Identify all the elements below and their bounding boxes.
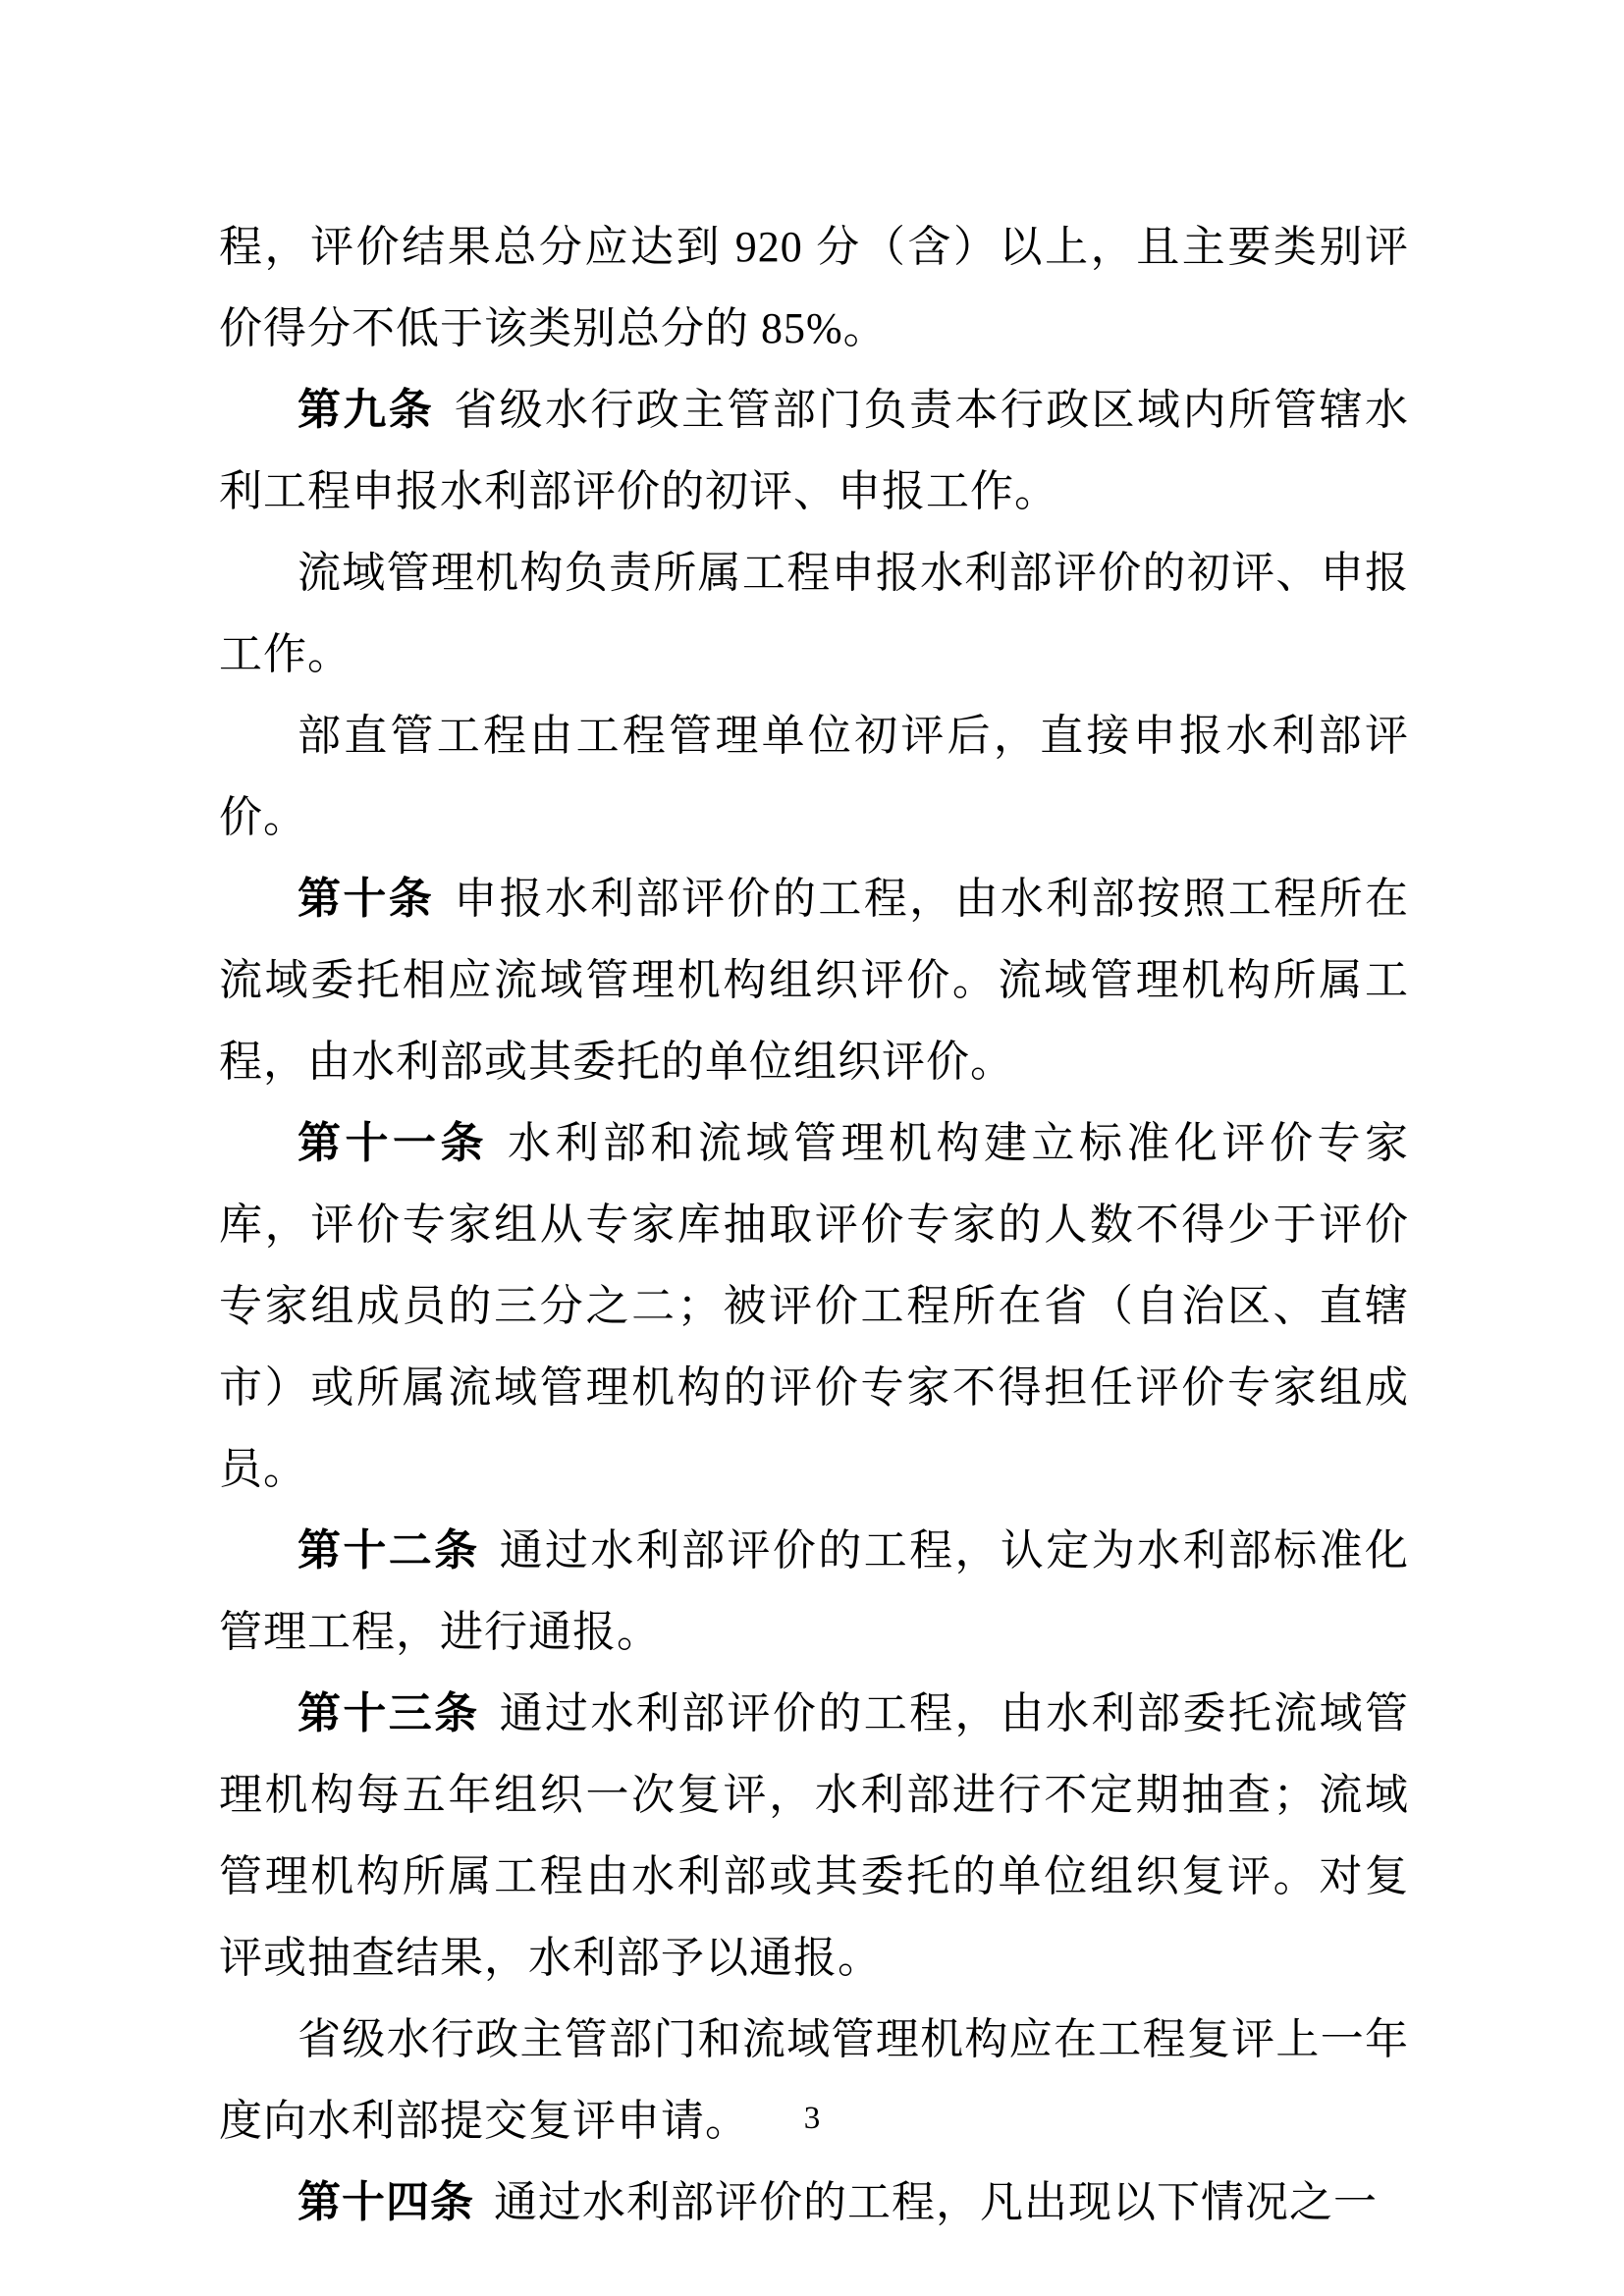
paragraph-text: 水利部和流域管理机构建立标准化评价专家库，评价专家组从专家库抽取评价专家的人数不得少于评价专家组成员的三分之二；被评价工程所在省（自治区、直辖市）或所属流域管理机构的评价专家不得担任评价专家组成员。 [219,1119,1409,1493]
article-11-term: 第十一条 [298,1119,488,1167]
paragraph-article-10 [219,858,1409,1102]
article-13-term: 第十三条 [298,1689,480,1737]
article-14-term: 第十四条 [298,2178,474,2226]
paragraph-text: 通过水利部评价的工程，凡出现以下情况之一 [494,2178,1378,2226]
paragraph-continuation [219,206,1409,369]
paragraph-text: 申报水利部评价的工程，由水利部按照工程所在流域委托相应流域管理机构组织评价。流域管理机构所属工程，由水利部或其委托的单位组织评价。 [219,875,1410,1086]
paragraph-ministry-direct-projects [219,695,1409,858]
paragraph-basin-agency-duty [219,532,1409,695]
paragraph-article-11 [219,1102,1409,1510]
paragraph-text: 省级水行政主管部门负责本行政区域内所管辖水利工程申报水利部评价的初评、申报工作。 [219,386,1410,515]
article-12-term: 第十二条 [298,1526,480,1575]
page-number: 3 [803,2101,821,2136]
paragraph-text: 部直管工程由工程管理单位初评后，直接申报水利部评价。 [219,712,1409,841]
paragraph-article-9 [219,369,1409,532]
article-10-term: 第十条 [298,875,435,923]
document-content [219,206,1409,2243]
article-9-term: 第九条 [298,386,435,434]
paragraph-article-13 [219,1673,1409,1999]
paragraph-text: 流域管理机构负责所属工程申报水利部评价的初评、申报工作。 [219,549,1409,678]
paragraph-text: 省级水行政主管部门和流域管理机构应在工程复评上一年度向水利部提交复评申请。 [219,2015,1409,2145]
paragraph-article-14 [219,2162,1409,2243]
paragraph-text: 通过水利部评价的工程，由水利部委托流域管理机构每五年组织一次复评，水利部进行不定期抽查；流域管理机构所属工程由水利部或其委托的单位组织复评。对复评或抽查结果，水利部予以通报。 [219,1689,1410,1982]
paragraph-text: 通过水利部评价的工程，认定为水利部标准化管理工程，进行通报。 [219,1526,1410,1656]
paragraph-article-12 [219,1510,1409,1673]
paragraph-text: 程，评价结果总分应达到 920 分（含）以上，且主要类别评价得分不低于该类别总分的 85%。 [219,223,1409,352]
